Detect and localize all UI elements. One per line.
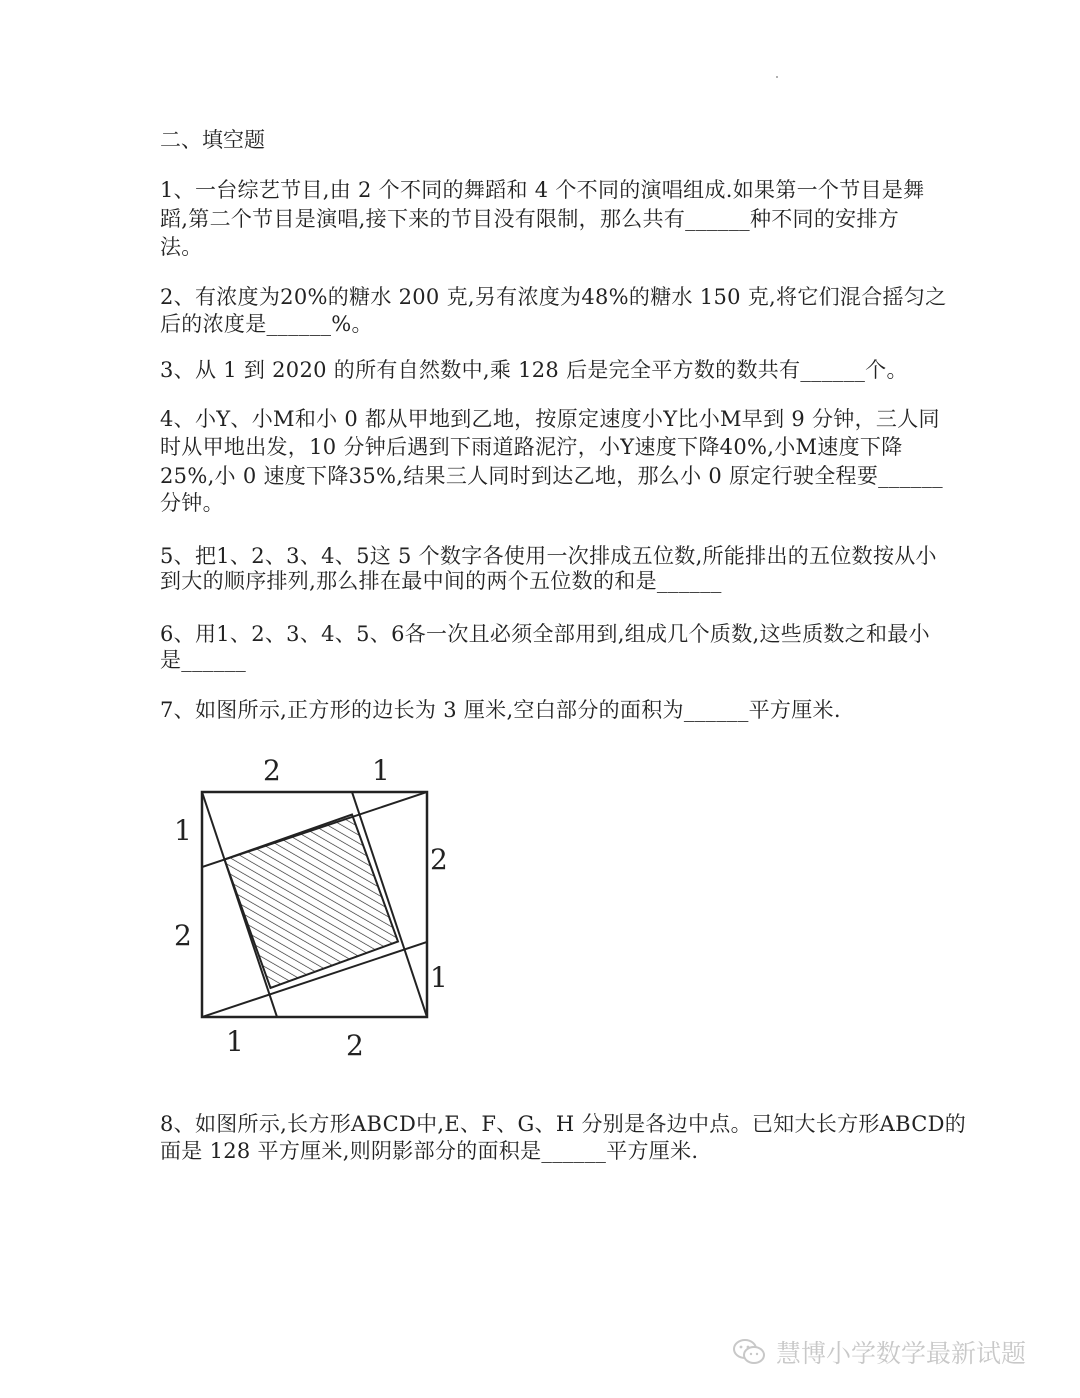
label-right-bottom: 1 bbox=[430, 961, 448, 994]
question-7-line-1: 7、如图所示,正方形的边长为 3 厘米,空白部分的面积为______平方厘米. bbox=[160, 698, 841, 722]
shaded-region bbox=[225, 815, 399, 989]
question-6-line-1: 6、用1、2、3、4、5、6各一次且必须全部用到,组成几个质数,这些质数之和最小 bbox=[160, 622, 930, 646]
question-2-line-1: 2、有浓度为20%的糖水 200 克,另有浓度为48%的糖水 150 克,将它们混合摇匀之 bbox=[160, 285, 947, 309]
question-4-line-1: 4、小Y、小M和小 0 都从甲地到乙地，按原定速度小Y比小M早到 9 分钟，三人同 bbox=[160, 407, 940, 431]
watermark-text: 慧博小学数学最新试题 bbox=[776, 1339, 1027, 1368]
watermark bbox=[732, 1334, 1026, 1370]
stray-dot bbox=[776, 76, 778, 78]
question-5-line-1: 5、把1、2、3、4、5这 5 个数字各使用一次排成五位数,所能排出的五位数按从小 bbox=[160, 544, 937, 568]
question-8-line-1: 8、如图所示,长方形ABCD中,E、F、G、H 分别是各边中点。已知大长方形ABCD的 bbox=[160, 1112, 967, 1136]
section-title: 二、填空题 bbox=[160, 128, 265, 152]
label-top-right: 1 bbox=[372, 754, 390, 787]
square-figure bbox=[160, 745, 460, 1065]
question-2-line-2: 后的浓度是______%。 bbox=[160, 312, 373, 336]
question-6-line-2: 是______ bbox=[160, 648, 247, 672]
question-5-line-2: 到大的顺序排列,那么排在最中间的两个五位数的和是______ bbox=[160, 569, 722, 593]
question-8-line-2: 面是 128 平方厘米,则阴影部分的面积是______平方厘米. bbox=[160, 1139, 699, 1163]
question-3-line-1: 3、从 1 到 2020 的所有自然数中,乘 128 后是完全平方数的数共有______个。 bbox=[160, 358, 908, 382]
label-left-top: 1 bbox=[174, 814, 192, 847]
wechat-icon bbox=[732, 1337, 766, 1367]
question-1-line-3: 法。 bbox=[160, 235, 203, 259]
label-left-bottom: 2 bbox=[174, 919, 192, 952]
question-4-line-4: 分钟。 bbox=[160, 491, 224, 515]
label-bottom-left: 1 bbox=[226, 1025, 244, 1058]
label-right-top: 2 bbox=[430, 843, 448, 876]
question-1-line-1: 1、一台综艺节目,由 2 个不同的舞蹈和 4 个不同的演唱组成.如果第一个节目是舞 bbox=[160, 178, 925, 202]
question-1-line-2: 蹈,第二个节目是演唱,接下来的节目没有限制，那么共有______种不同的安排方 bbox=[160, 207, 900, 231]
label-bottom-right: 2 bbox=[346, 1029, 364, 1062]
question-4-line-3: 25%,小 0 速度下降35%,结果三人同时到达乙地，那么小 0 原定行驶全程要______ bbox=[160, 464, 943, 488]
label-top-left: 2 bbox=[263, 754, 281, 787]
question-4-line-2: 时从甲地出发，10 分钟后遇到下雨道路泥泞，小Y速度下降40%,小M速度下降 bbox=[160, 435, 903, 459]
